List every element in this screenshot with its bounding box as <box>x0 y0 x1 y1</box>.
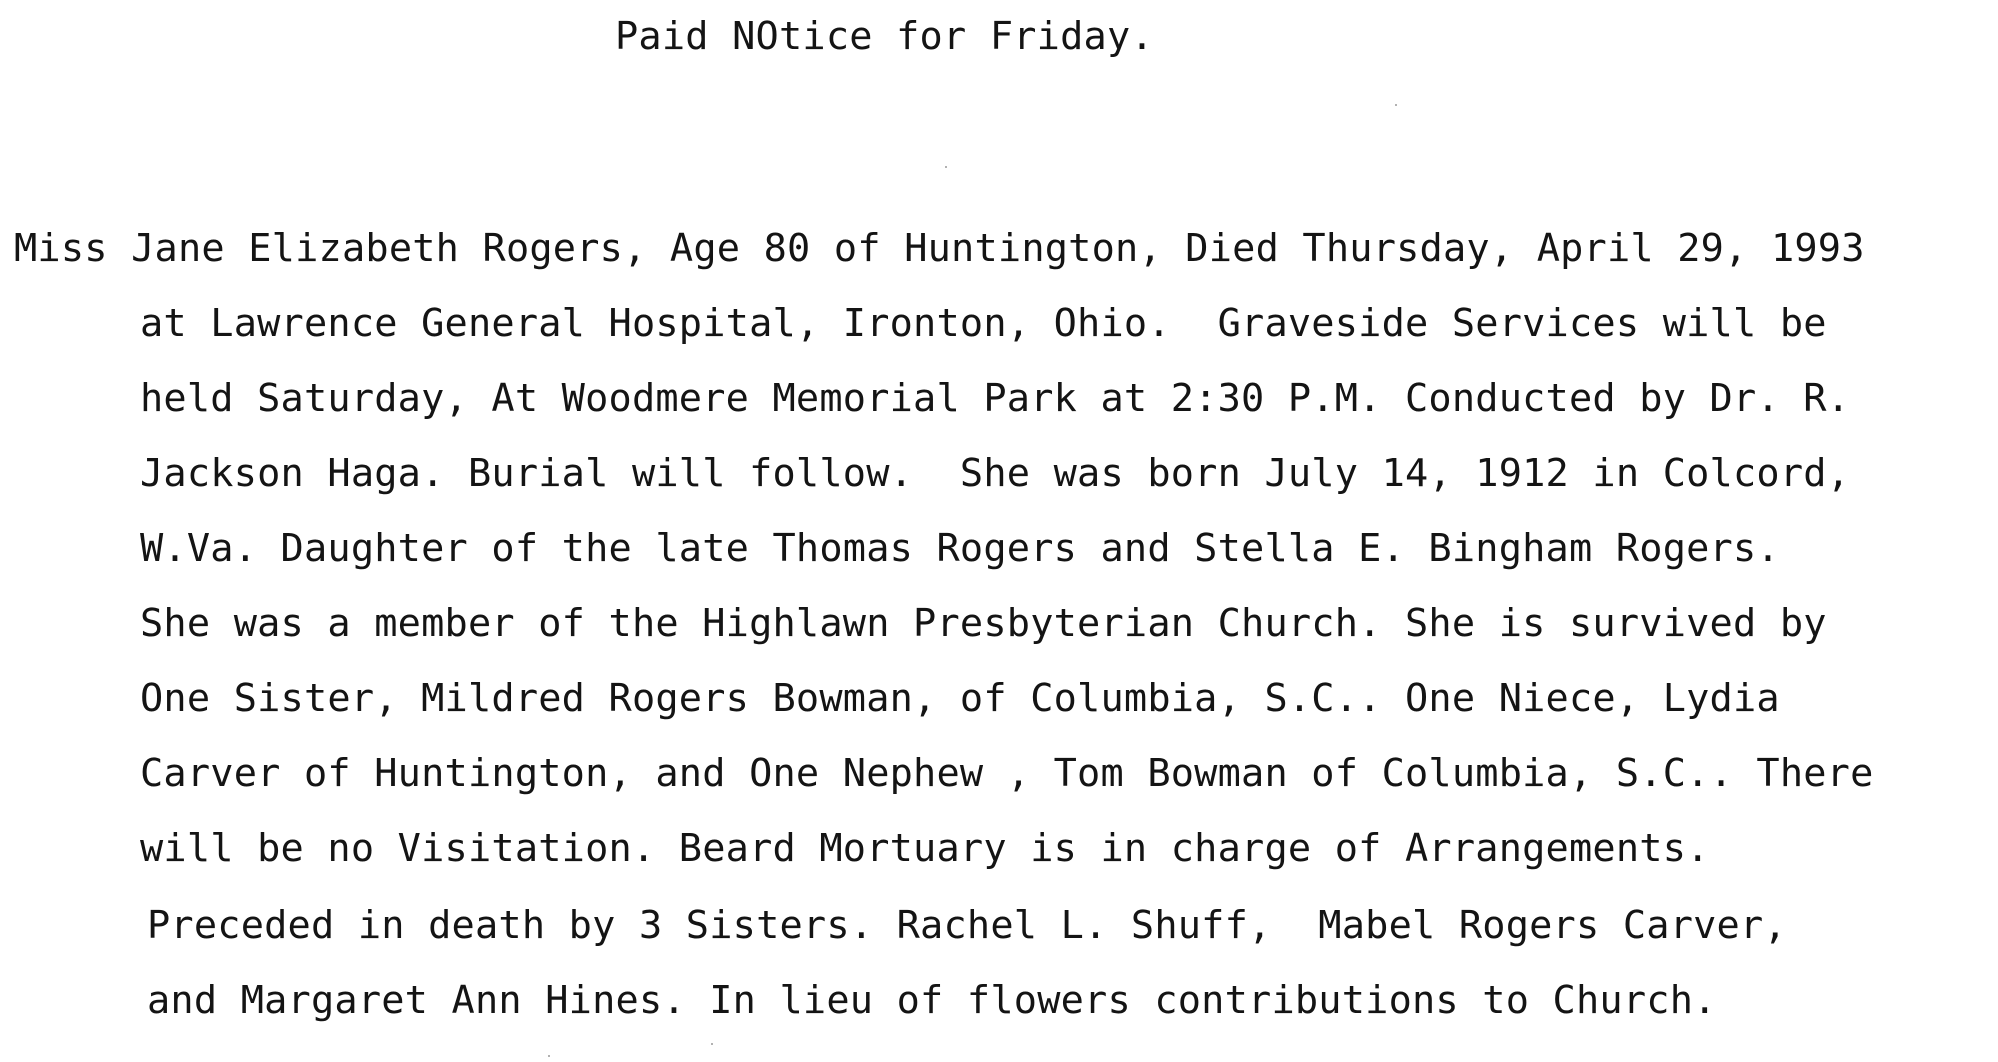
notice-heading: Paid NOtice for Friday. <box>615 14 1154 59</box>
scan-speck <box>1395 104 1397 106</box>
scan-speck <box>945 166 947 168</box>
obituary-line-9: will be no Visitation. Beard Mortuary is in charge of Arrangements. <box>140 826 1710 871</box>
obituary-line-2: at Lawrence General Hospital, Ironton, Ohio. Graveside Services will be <box>140 301 1827 346</box>
obituary-line-5: W.Va. Daughter of the late Thomas Rogers and Stella E. Bingham Rogers. <box>140 526 1780 571</box>
obituary-line-1: Miss Jane Elizabeth Rogers, Age 80 of Huntington, Died Thursday, April 29, 1993 <box>14 226 1865 271</box>
obituary-line-6: She was a member of the Highlawn Presbyterian Church. She is survived by <box>140 601 1827 646</box>
obituary-line-3: held Saturday, At Woodmere Memorial Park at 2:30 P.M. Conducted by Dr. R. <box>140 376 1851 421</box>
scan-speck <box>548 1055 550 1057</box>
obituary-line-4: Jackson Haga. Burial will follow. She was born July 14, 1912 in Colcord, <box>140 451 1851 496</box>
obituary-line-8: Carver of Huntington, and One Nephew , Tom Bowman of Columbia, S.C.. There <box>140 751 1874 796</box>
obituary-line-10: Preceded in death by 3 Sisters. Rachel L. Shuff, Mabel Rogers Carver, <box>147 903 1787 948</box>
scan-speck <box>711 1043 713 1045</box>
obituary-line-11: and Margaret Ann Hines. In lieu of flowers contributions to Church. <box>147 978 1717 1023</box>
obituary-line-7: One Sister, Mildred Rogers Bowman, of Columbia, S.C.. One Niece, Lydia <box>140 676 1780 721</box>
